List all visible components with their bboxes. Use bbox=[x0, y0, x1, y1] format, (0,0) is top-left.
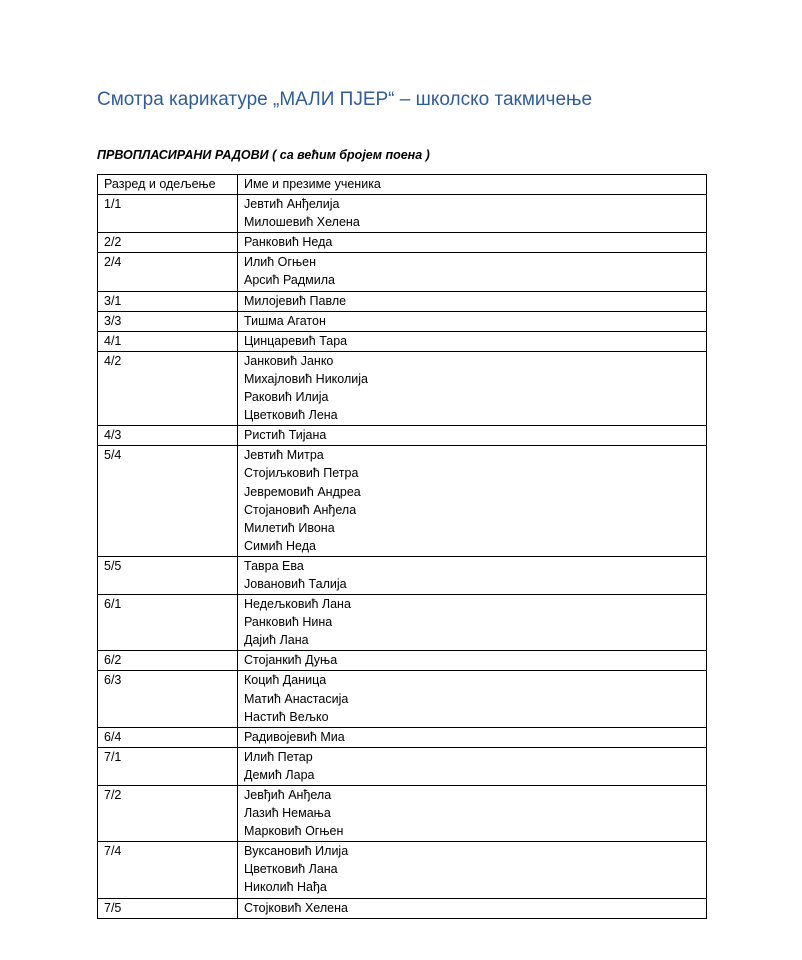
table-row bbox=[98, 446, 707, 557]
student-name: Симић Неда bbox=[244, 538, 316, 553]
students-cell bbox=[238, 786, 707, 842]
class-cell: 6/3 bbox=[98, 671, 238, 727]
student-name: Стојанкић Дуња bbox=[244, 653, 338, 668]
class-cell: 7/4 bbox=[98, 842, 238, 898]
table-row bbox=[98, 331, 707, 351]
student-name: Настић Вељко bbox=[244, 709, 329, 724]
student-name: Арсић Радмила bbox=[244, 273, 335, 288]
student-name: Јевђић Анђела bbox=[244, 788, 332, 802]
students-cell bbox=[238, 253, 707, 291]
column-header-class: Разред и одељење bbox=[98, 175, 238, 195]
student-name: Јевтић Митра bbox=[244, 448, 324, 463]
class-cell: 2/4 bbox=[98, 253, 238, 291]
students-cell bbox=[238, 426, 707, 446]
table-row bbox=[98, 351, 707, 425]
document-title: Смотра карикатуре „МАЛИ ПЈЕР“ – школско такмичење bbox=[97, 89, 593, 110]
class-cell: 6/1 bbox=[98, 595, 238, 651]
column-header-students: Име и презиме ученика bbox=[238, 175, 707, 195]
student-name: Илић Огњен bbox=[244, 255, 316, 270]
class-cell: 6/4 bbox=[98, 727, 238, 747]
student-name: Илић Петар bbox=[244, 749, 313, 764]
student-name: Тавра Ева bbox=[244, 558, 304, 573]
class-cell: 2/2 bbox=[98, 233, 238, 253]
students-cell bbox=[238, 291, 707, 311]
student-name: Ристић Тијана bbox=[244, 428, 327, 443]
student-name: Лазић Немања bbox=[244, 806, 331, 821]
table-row bbox=[98, 311, 707, 331]
section-heading: ПРВОПЛАСИРАНИ РАДОВИ ( са већим бројем поена ) bbox=[97, 148, 430, 162]
class-cell: 3/3 bbox=[98, 311, 238, 331]
student-name: Стојиљковић Петра bbox=[244, 466, 359, 481]
table-row bbox=[98, 898, 707, 918]
table-row bbox=[98, 651, 707, 671]
student-name: Јевремовић Андреа bbox=[244, 484, 361, 499]
student-name: Милојевић Павле bbox=[244, 293, 347, 308]
class-cell: 5/4 bbox=[98, 446, 238, 557]
student-name: Ранковић Неда bbox=[244, 235, 333, 250]
students-cell bbox=[238, 446, 707, 557]
student-name: Стојановић Анђела bbox=[244, 502, 357, 517]
class-cell: 6/2 bbox=[98, 651, 238, 671]
student-name: Цинцаревић Тара bbox=[244, 333, 348, 348]
class-cell: 4/1 bbox=[98, 331, 238, 351]
students-cell bbox=[238, 331, 707, 351]
students-cell bbox=[238, 556, 707, 594]
student-name: Коцић Даница bbox=[244, 673, 327, 688]
table-row bbox=[98, 595, 707, 651]
student-name: Јовановић Талија bbox=[244, 576, 347, 591]
student-name: Ранковић Нина bbox=[244, 615, 333, 630]
class-cell: 3/1 bbox=[98, 291, 238, 311]
students-cell bbox=[238, 351, 707, 425]
class-cell: 7/1 bbox=[98, 747, 238, 785]
class-cell: 4/3 bbox=[98, 426, 238, 446]
table-row bbox=[98, 671, 707, 727]
student-name: Марковић Огњен bbox=[244, 824, 344, 839]
class-cell: 1/1 bbox=[98, 195, 238, 233]
results-table bbox=[97, 174, 707, 919]
student-name: Јевтић Анђелија bbox=[244, 197, 340, 212]
students-cell bbox=[238, 595, 707, 651]
student-name: Раковић Илија bbox=[244, 390, 329, 405]
table-row bbox=[98, 195, 707, 233]
table-row bbox=[98, 842, 707, 898]
table-header-row bbox=[98, 175, 707, 195]
student-name: Милошевић Хелена bbox=[244, 215, 360, 230]
table-row bbox=[98, 556, 707, 594]
students-cell bbox=[238, 311, 707, 331]
student-name: Демић Лара bbox=[244, 767, 315, 782]
student-name: Недељковић Лана bbox=[244, 597, 351, 612]
table-row bbox=[98, 747, 707, 785]
students-cell bbox=[238, 898, 707, 918]
student-name: Цветковић Лана bbox=[244, 862, 338, 877]
student-name: Милетић Ивона bbox=[244, 520, 335, 535]
class-cell: 7/2 bbox=[98, 786, 238, 842]
students-cell bbox=[238, 747, 707, 785]
table-row bbox=[98, 291, 707, 311]
student-name: Тишма Агатон bbox=[244, 313, 326, 328]
student-name: Михајловић Николија bbox=[244, 371, 368, 386]
table-row bbox=[98, 727, 707, 747]
class-cell: 4/2 bbox=[98, 351, 238, 425]
table-header bbox=[98, 175, 707, 195]
student-name: Радивојевић Миа bbox=[244, 729, 345, 744]
table-row bbox=[98, 253, 707, 291]
student-name: Вуксановић Илија bbox=[244, 844, 349, 859]
table-row bbox=[98, 786, 707, 842]
student-name: Дајић Лана bbox=[244, 633, 309, 648]
student-name: Николић Нађа bbox=[244, 880, 327, 895]
student-name: Јанковић Јанко bbox=[244, 353, 334, 368]
table-body bbox=[98, 195, 707, 919]
student-name: Матић Анастасија bbox=[244, 691, 349, 706]
students-cell bbox=[238, 233, 707, 253]
class-cell: 7/5 bbox=[98, 898, 238, 918]
table-row bbox=[98, 426, 707, 446]
students-cell bbox=[238, 671, 707, 727]
students-cell bbox=[238, 651, 707, 671]
table-row bbox=[98, 233, 707, 253]
student-name: Цветковић Лена bbox=[244, 408, 338, 423]
students-cell bbox=[238, 842, 707, 898]
students-cell bbox=[238, 727, 707, 747]
class-cell: 5/5 bbox=[98, 556, 238, 594]
student-name: Стојковић Хелена bbox=[244, 900, 348, 915]
students-cell bbox=[238, 195, 707, 233]
